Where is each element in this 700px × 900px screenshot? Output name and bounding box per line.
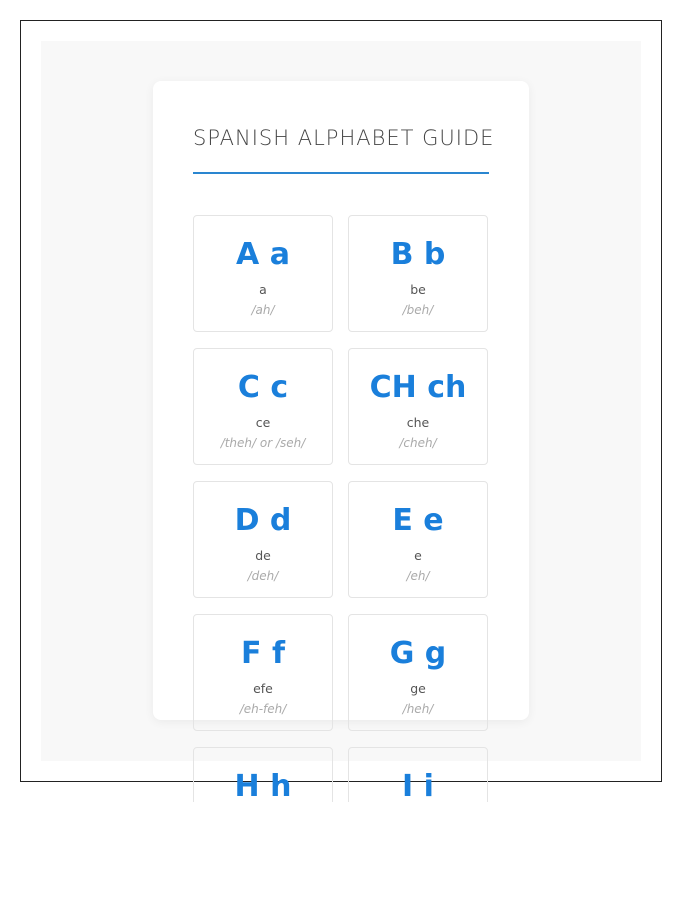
letter-glyph: H h	[234, 769, 292, 802]
letter-tile-f[interactable]	[193, 614, 333, 731]
letter-tile-e[interactable]	[348, 481, 488, 598]
letter-tile-b[interactable]	[348, 215, 488, 332]
letter-tile-a[interactable]	[193, 215, 333, 332]
letter-glyph: F f	[241, 636, 285, 671]
title-divider	[193, 172, 489, 174]
letter-glyph: E e	[392, 503, 444, 538]
letter-name: che	[406, 415, 430, 430]
letter-tile-d[interactable]	[193, 481, 333, 598]
letter-pronunciation: /eh/	[406, 569, 430, 583]
letter-name: a	[259, 282, 267, 297]
letter-glyph: G g	[389, 636, 447, 671]
letter-tile-h[interactable]	[193, 747, 333, 802]
letter-name: ge	[410, 681, 426, 696]
letter-pronunciation: /theh/ or /seh/	[220, 436, 306, 450]
letter-glyph: I i	[402, 769, 434, 802]
letter-pronunciation: /beh/	[402, 303, 434, 317]
letter-tile-g[interactable]	[348, 614, 488, 731]
letter-pronunciation: /deh/	[247, 569, 279, 583]
letter-name: e	[414, 548, 422, 563]
letter-glyph: C c	[237, 370, 289, 405]
letter-name: be	[410, 282, 426, 297]
letter-tile-c[interactable]	[193, 348, 333, 465]
letter-pronunciation: /ah/	[251, 303, 275, 317]
page-title: SPANISH ALPHABET GUIDE	[193, 126, 495, 150]
letter-name: ce	[255, 415, 271, 430]
letter-name: efe	[253, 681, 273, 696]
letter-grid	[193, 215, 489, 802]
letter-name: de	[255, 548, 271, 563]
letter-pronunciation: /heh/	[402, 702, 434, 716]
letter-tile-ch[interactable]	[348, 348, 488, 465]
letter-glyph: B b	[390, 237, 446, 272]
letter-glyph: CH ch	[369, 370, 467, 405]
letter-pronunciation: /cheh/	[399, 436, 437, 450]
letter-pronunciation: /eh-feh/	[239, 702, 287, 716]
letter-tile-i[interactable]	[348, 747, 488, 802]
letter-glyph: A a	[236, 237, 290, 272]
letter-glyph: D d	[234, 503, 292, 538]
